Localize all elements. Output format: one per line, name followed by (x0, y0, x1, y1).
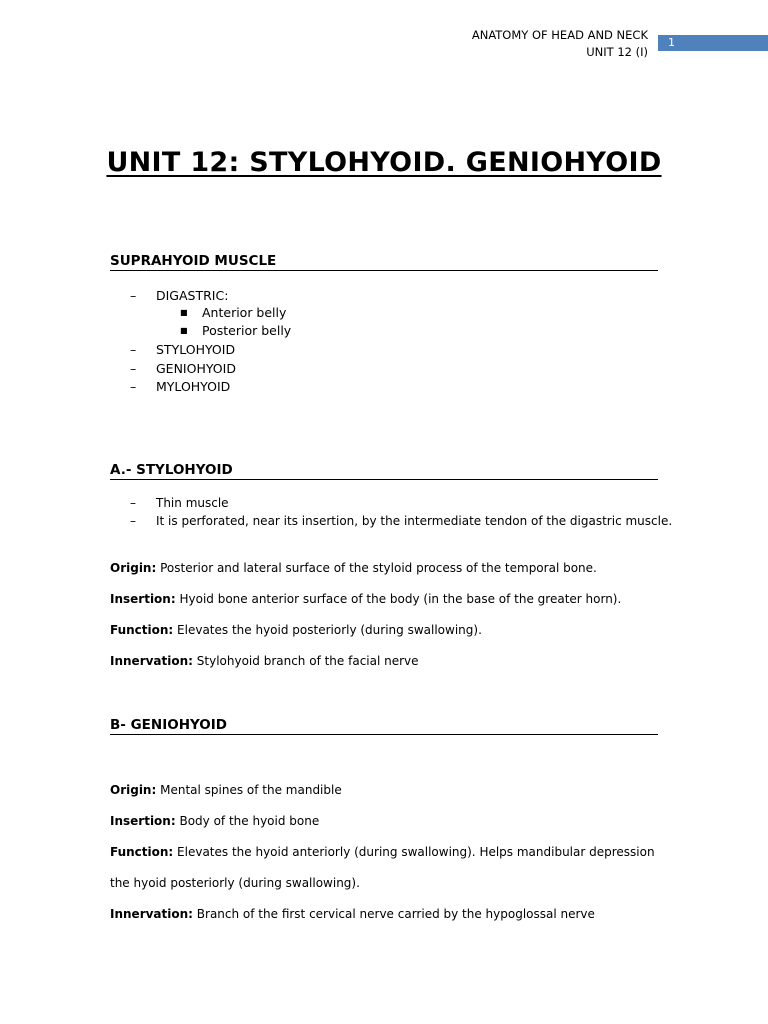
function-text: Elevates the hyoid anteriorly (during swallowing). Helps mandibular depression (173, 845, 655, 859)
insertion-label: Insertion: (110, 592, 176, 606)
innervation-label: Innervation: (110, 907, 193, 921)
section-heading-stylohyoid: A.- STYLOHYOID (110, 462, 658, 480)
insertion-text: Body of the hyoid bone (175, 814, 320, 828)
geniohyoid-innervation (110, 906, 595, 922)
section-heading-geniohyoid: B- GENIOHYOID (110, 717, 658, 735)
list-item (130, 360, 236, 379)
bullet-icon: ■ (180, 326, 188, 335)
dash-marker: – (130, 342, 137, 357)
origin-text: Posterior and lateral surface of the styloid process of the temporal bone. (156, 561, 597, 575)
geniohyoid-origin (110, 782, 342, 798)
dash-marker: – (130, 360, 137, 376)
suprahyoid-list-continued (130, 341, 236, 397)
insertion-label: Insertion: (110, 814, 176, 828)
list-item-label: MYLOHYOID (156, 379, 231, 394)
stylohyoid-innervation (110, 653, 419, 669)
digastric-sublist (180, 304, 291, 340)
list-item-label: STYLOHYOID (156, 342, 236, 357)
function-text: Elevates the hyoid posteriorly (during swallowing). (173, 623, 482, 637)
function-label: Function: (110, 845, 174, 859)
sublist-item (180, 304, 291, 322)
origin-text: Mental spines of the mandible (156, 783, 342, 797)
sublist-item (180, 322, 291, 340)
stylohyoid-points (130, 495, 672, 530)
bullet-icon: ■ (180, 308, 188, 317)
origin-label: Origin: (110, 561, 157, 575)
list-item (130, 513, 672, 531)
page-title: UNIT 12: STYLOHYOID. GENIOHYOID (106, 147, 662, 178)
list-item (130, 495, 672, 513)
sublist-item-label: Posterior belly (202, 323, 292, 338)
stylohyoid-insertion (110, 591, 621, 607)
insertion-text: Hyoid bone anterior surface of the body (in the base of the greater horn). (175, 592, 622, 606)
running-header (472, 27, 648, 61)
list-item (130, 378, 236, 397)
innervation-label: Innervation: (110, 654, 193, 668)
list-item-label: DIGASTRIC: (156, 288, 229, 303)
section-heading-suprahyoid: SUPRAHYOID MUSCLE (110, 253, 658, 271)
dash-marker: – (130, 513, 136, 528)
function-label: Function: (110, 623, 174, 637)
dash-marker: – (130, 288, 137, 303)
page-number: 1 (668, 36, 675, 49)
header-unit: UNIT 12 (I) (586, 45, 648, 59)
origin-label: Origin: (110, 783, 157, 797)
geniohyoid-function-continued: the hyoid posteriorly (during swallowing). (110, 876, 360, 890)
dash-marker: – (130, 379, 137, 394)
dash-marker: – (130, 496, 136, 510)
sublist-item-label: Anterior belly (202, 305, 287, 320)
innervation-text: Stylohyoid branch of the facial nerve (192, 654, 419, 668)
geniohyoid-function (110, 844, 655, 860)
innervation-text: Branch of the first cervical nerve carried by the hypoglossal nerve (192, 907, 595, 921)
list-item-label: It is perforated, near its insertion, by the intermediate tendon of the digastric muscle. (156, 513, 673, 528)
geniohyoid-insertion (110, 813, 319, 829)
list-item (130, 341, 236, 360)
list-item-label: GENIOHYOID (156, 360, 236, 376)
header-course-title: ANATOMY OF HEAD AND NECK (471, 28, 648, 42)
suprahyoid-list (130, 287, 228, 306)
page-number-badge (658, 35, 768, 51)
stylohyoid-function (110, 622, 482, 638)
list-item (130, 287, 228, 306)
stylohyoid-origin (110, 560, 597, 576)
list-item-label: Thin muscle (156, 496, 229, 510)
